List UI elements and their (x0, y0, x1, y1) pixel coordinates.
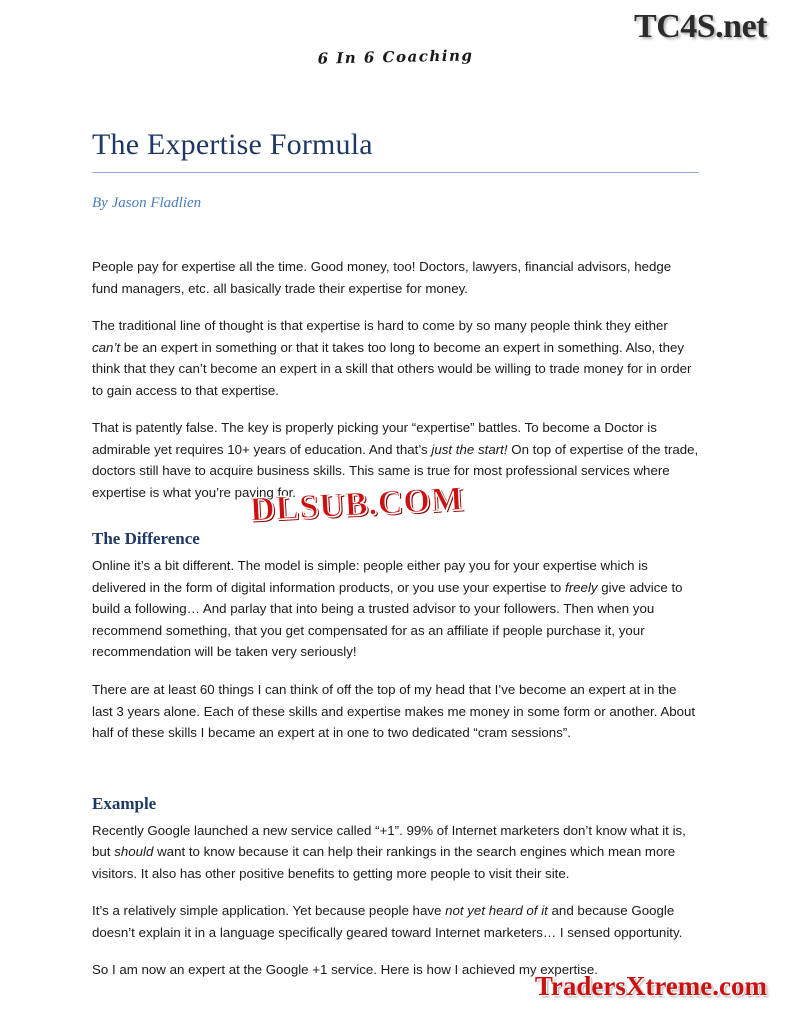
page-header-script: 6 In 6 Coaching (317, 46, 474, 68)
example-paragraph-2: It’s a relatively simple application. Yet because people have not yet heard of it and because Google doesn’t explain it in a language specifically geared toward Internet marketers… I sensed opportunity. (92, 903, 683, 940)
title-divider (92, 172, 699, 173)
author-byline: By Jason Fladlien (92, 195, 202, 211)
section-heading-example: Example (92, 793, 157, 813)
difference-paragraph-1: Online it’s a bit different. The model is simple: people either pay you for your expertise which is delivered in the form of digital information products, or you use your expertise to freely give advice to build a following… And parlay that into being a trusted advisor to your followers. Then when you recommend something, that you get compensated for as an affiliate if people purchase it, your recommendation will be taken very seriously! (92, 558, 683, 660)
center-stamp-watermark: DLSUB.COM (249, 480, 465, 529)
document-content (92, 128, 699, 997)
section-spacer (92, 760, 699, 768)
bottom-right-watermark: TradersXtreme.com (534, 971, 767, 1001)
section-heading-the-difference: The Difference (92, 529, 200, 549)
top-right-watermark: TC4S.net (634, 8, 767, 45)
example-paragraph-3: So I am now an expert at the Google +1 service. Here is how I achieved my expertise. (92, 962, 598, 978)
example-paragraph-1: Recently Google launched a new service called “+1”. 99% of Internet marketers don’t know what it is, but should want to know because it can help their rankings in the search engines which mean more visitors. It also has other positive benefits to getting more people to visit their site. (92, 822, 686, 881)
page-title: The Expertise Formula (92, 128, 373, 161)
difference-paragraph-2: There are at least 60 things I can think of off the top of my head that I’ve become an expert at in the last 3 years alone. Each of these skills and expertise makes me money in some form or another. About half of these skills I became an expert at in one to two dedicated “cram sessions”. (92, 681, 696, 741)
intro-paragraph-3: That is patently false. The key is properly picking your “expertise” battles. To become a Doctor is admirable yet requires 10+ years of education. And that’s just the start! On top of expertise of the trade, doctors still have to acquire business skills. This same is true for most professional services where expertise is what you’re paying for. (92, 420, 699, 500)
intro-paragraph-2: The traditional line of thought is that expertise is hard to come by so many people think they either can’t be an expert in something or that it takes too long to become an expert in something. Also, they think that they can’t become an expert in a skill that others would be willing to trade money for in order to gain access to that expertise. (92, 318, 692, 398)
intro-paragraph-1: People pay for expertise all the time. Good money, too! Doctors, lawyers, financial advisors, hedge fund managers, etc. all basically trade their expertise for money. (92, 259, 672, 296)
